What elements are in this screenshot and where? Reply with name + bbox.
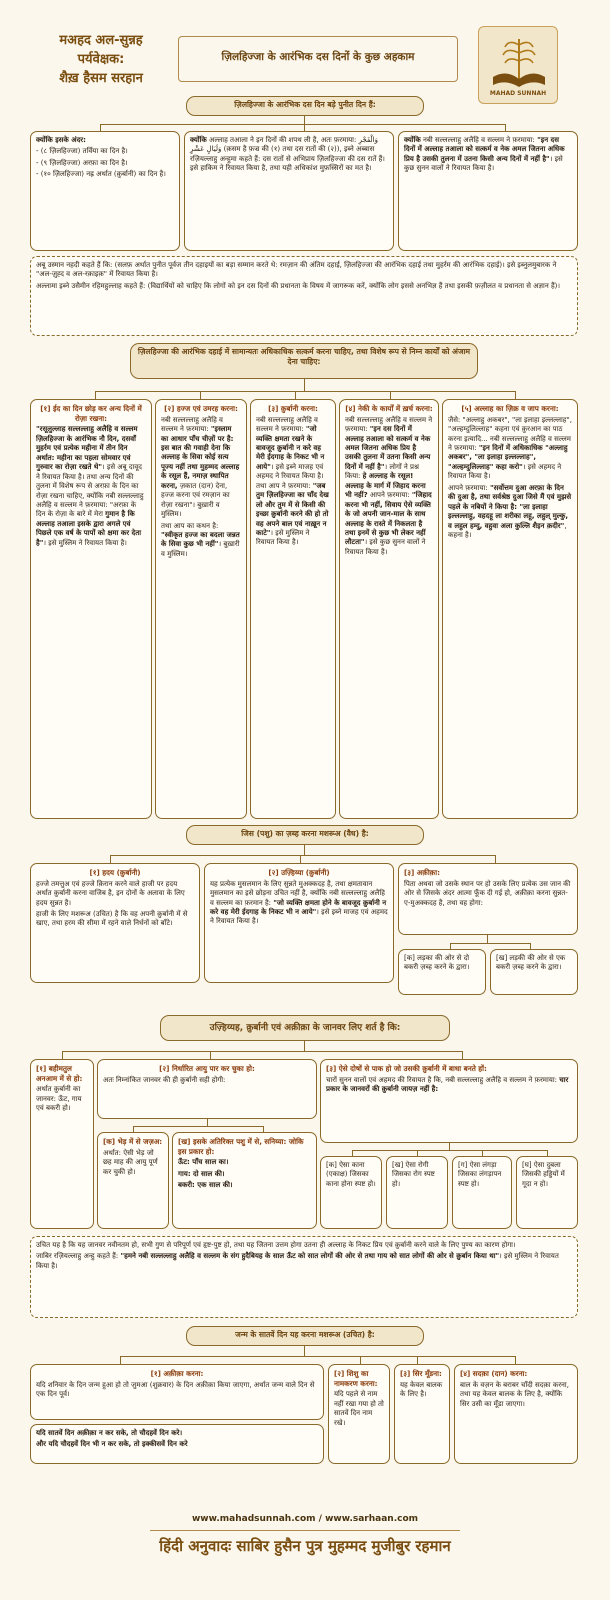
- s4-defect-emaciated: [516, 1156, 578, 1229]
- quote2-p2b: "हमने नबी सल्लल्लाहु अलैहि व सल्लम के संग हुदैबियह के साल ऊँट को सात लोगों की ओर से तथा गाय को सात लोगों की ओर से क़ुर्बान किया था": [120, 1252, 500, 1261]
- s5-c1-title: [१] अक़ीक़ा करना:: [150, 1369, 204, 1378]
- section5-heading: जन्म के सातवें दिन यह करना मशरूअ (उचित) है:: [186, 1326, 424, 1346]
- s2-card-fasting: [30, 399, 152, 819]
- s2-card-dhikr: [442, 399, 578, 819]
- s3-c3-title: [३] अक़ीक़ा:: [404, 868, 440, 877]
- s4-d3: [ग] ऐसा लंगड़ा जिसका लंगड़ापन स्पष्ट हो।: [458, 1161, 502, 1188]
- s2-c4-text2: । लोगों ने प्रश्न किया:: [345, 462, 419, 481]
- s1-card-reasons: [30, 131, 180, 251]
- s2-c3-text: नबी सल्लल्लाहु अलैहि व सल्लम ने फ़रमाया:: [256, 415, 318, 434]
- quote1-p2: अल्लामा इब्ने उसैमीन रहिमहुल्लाह कहते हैं: (विद्यार्थियों को चाहिए कि लोगों को इन दस दिनों की प्रधानता के विषय में जागरूक करें, क्योंकि लोग इससे अनभिज्ञ हैं तथा इसकी फ़ज़ीलत व प्रधानता से अज्ञान हैं)।: [36, 281, 561, 290]
- s2-c3-bold2: "जब तुम ज़िलहिज्जा का चाँद देख लो और तुम में से किसी की इच्छा क़ुर्बानी करने की हो तो वह अपने बाल एवं नाख़ून न काटे": [256, 481, 329, 537]
- s5-c1-b2: और यदि चौदहवें दिन भी न कर सके, तो इक्कीसवें दिन करे: [36, 1440, 188, 1449]
- book-logo-icon: [479, 27, 559, 97]
- quote2-p2a: जाबिर रज़ियल्लाहु अन्हु कहते हैं:: [36, 1252, 119, 1261]
- s5-card-charity: [454, 1364, 578, 1464]
- s1-card-hadith: [398, 131, 578, 251]
- s2-c5-text3: आपने फ़रमाया:: [448, 483, 488, 492]
- s4-card-other-animals: [172, 1132, 317, 1229]
- s5-card-aqiqa: [30, 1364, 324, 1420]
- s2-c5-text: जैसे: "अल्लाहु अकबर", "ला इलाहा इल्लल्लाह", "अल्हम्दुलिल्लाह" कहना एवं क़ुरआन का पाठ करना इत्यादि... नबी सल्लल्लाहु अलैहि व सल्लम ने फ़रमाया:: [448, 415, 572, 453]
- header-org-block: [36, 32, 166, 89]
- section4-heading: उज़्हिय्यह, क़ुर्बानी एवं अक़ीक़ा के जानवर लिए शर्त है कि:: [160, 1015, 450, 1041]
- s2-c4-bold2: हे अल्लाह के रसूल! अल्लाह के मार्ग में जिहाद करना भी नहीं?: [345, 472, 426, 500]
- s2-c4-text4: । इसे कुछ सुनन वालों ने रिवायत किया है।: [345, 538, 426, 556]
- s5-c2-text: यदि पहले से नाम नहीं रखा गया हो तो सातवें दिन नाम रखे।: [334, 1390, 384, 1427]
- s4-card-age: [97, 1059, 317, 1119]
- page-title: ज़िलहिज्जा के आरंभिक दस दिनों के कुछ अहकाम: [221, 51, 415, 63]
- s3-c2-title: [२] उज़्हिय्या (क़ुर्बानी): [268, 868, 330, 877]
- s2-c3-text3: । इसे मुस्लिम ने रिवायत किया है।: [256, 528, 310, 547]
- s4-c2b-goat: बकरी: एक साल की।: [178, 1181, 233, 1190]
- s5-c2-title: [२] शिशु का नामकरण करना:: [334, 1369, 378, 1388]
- s4-c2a-title: [क] भेड़ में से जज़अ:: [103, 1137, 163, 1146]
- s2-c2-title: [२] हज्ज एवं उमरह करना:: [164, 404, 238, 413]
- s3-c3-text: पिता अथवा जो उसके स्थान पर हो उसके लिए प्रत्येक उस जान की ओर से जिसके अंदर आत्मा फूँक दी गई हो, अक़ीक़ा करना सुन्नत-ए-मुअक्कदह है, तथा वह होगा:: [404, 879, 571, 907]
- s4-defect-one-eyed: [320, 1156, 382, 1229]
- s2-c1-bold2: गुमान है कि अल्लाह तआला इसके द्वारा अगले एवं पिछले एक वर्ष के पापों को क्षमा कर देता है": [36, 510, 142, 547]
- s2-c1-title: [१] ईद का दिन छोड़ कर अन्य दिनों में रोज़ा रखना:: [40, 404, 142, 423]
- s2-c4-bold: "इन दस दिनों में अल्लाह तआला को सत्कर्म व नेक अमल जितना अधिक प्रिय है उसकी तुलना में उतना किसी अन्य दिनों में नहीं है": [345, 425, 431, 471]
- s4-defect-sick: [386, 1156, 448, 1229]
- s2-c2-text: नबी सल्लल्लाहु अलैहि व सल्लम ने फ़रमाया:: [161, 415, 223, 434]
- list-item: - (८ ज़िलहिज्जा) तर्विया का दिन है।: [36, 147, 128, 156]
- s3-c2-text2: । इसे इब्ने माजह एवं अहमद ने रिवायत किया है।: [210, 908, 388, 926]
- s5-c3-text: यह केवल बालक के लिए है।: [400, 1380, 443, 1399]
- s4-c2-text: अतः निम्नांकित जानवर की ही क़ुर्बानी सही होगी:: [103, 1075, 226, 1084]
- footer-translator: हिंदी अनुवादः साबिर हुसैन पुत्र मुहम्मद मुजीबुर रहमान: [159, 1537, 451, 1555]
- s5-c3-title: [३] सिर मूँडना:: [400, 1369, 442, 1378]
- s4-c1-text: अर्थात क़ुर्बानी का जानवर: ऊँट, गाय एवं बकरी हो।: [36, 1085, 82, 1113]
- s3-c3b: [ख] लड़की की ओर से एक बकरी ज़ब्ह करने के द्वारा।: [496, 954, 566, 972]
- s2-card-charity: [339, 399, 439, 819]
- s2-c2-bold2: "स्वीकृत हज्ज का बदला जन्नत के सिवा कुछ भी नहीं": [161, 530, 240, 549]
- footer-divider: [150, 1530, 460, 1531]
- s2-c1-bold: "रसूलुल्लाह सल्लल्लाहु अलैहि व सल्लम ज़िलहिज्जा के आरंभिक नौ दिन, दसवाँ मुहर्रम एवं प्रत्येक महीना में तीन दिन अर्थात: महीना का पहला सोमवार एवं गुरुवार का रोज़ा रखते थे": [36, 425, 138, 472]
- s2-c5-title: [५] अल्लाह का ज़िक्र व जाप करना:: [461, 404, 559, 413]
- s1-c3-bold: "इन दस दिनों में अल्लाह तआला को सत्कर्म व नेक अमल जितना अधिक प्रिय है उसकी तुलना में उतना किसी अन्य दिनों में नहीं है": [404, 136, 565, 163]
- s1-c2-lead: क्योंकि: [190, 136, 207, 144]
- quote2-p2c: । इसे मुस्लिम ने रिवायत किया है।: [36, 1252, 559, 1270]
- reviewer-label: पर्यवेक्षक:: [77, 51, 125, 67]
- s2-c2-bold: "इस्लाम का आधार पाँच चीज़ों पर है: इस बात की गवाही देना कि अल्लाह के सिवा कोई सत्य पूज्य नहीं तथा मुहम्मद अल्लाह के रसूल हैं, नमाज़ स्थापित करना,: [161, 425, 240, 490]
- s2-c3-bold: "जो व्यक्ति क्षमता रखने के बावजूद क़ुर्बानी न करे वह मेरी ईदगाह के निकट भी न आये": [256, 425, 325, 471]
- s4-c3-text: चारों सुनन वालों एवं अहमद की रिवायत है कि, नबी सल्लल्लाहु अलैहि व सल्लम ने फ़रमाया:: [326, 1075, 558, 1084]
- quote2-p1: उचित यह है कि यह जानवर नवीनतम हो, सभी गुण से परिपूर्ण एवं हृष्ट-पुष्ट हो, तथा यह जितना उत्तम होगा उतना ही अल्लाह के निकट प्रिय एवं क़ुर्बानी करने वाले के लिए पुण्य का कारण होगा।: [36, 1241, 516, 1249]
- s2-card-sacrifice: [250, 399, 336, 819]
- s4-c3-title: [३] ऐसे दोषों से पाक हो जो उसकी क़ुर्बानी में बाधा बनते हों:: [326, 1064, 487, 1073]
- s3-c1-text: हज्जे तमत्तुअ एवं हज्जे क़िरान करने वाले हाजी पर हदय अर्थात क़ुर्बानी करना वाजिब है, इन दोनों के अलावा के लिए हदय सुन्नत है।: [36, 879, 185, 907]
- s2-c1-text2: । इसे मुस्लिम ने रिवायत किया है।: [43, 538, 127, 547]
- s2-c3-text2: । इसे इब्ने माजह एवं अहमद ने रिवायत किया है। तथा आप ने फ़रमाया:: [256, 462, 324, 490]
- quote-box-2: [30, 1236, 578, 1318]
- s3-card-hady: [30, 863, 200, 983]
- s4-c2a-text: अर्थात: ऐसी भेड़ जो छह माह की आयु पूर्ण कर चुकी हो।: [103, 1148, 158, 1176]
- s3-c1-title: [१] हदय (क़ुर्बानी): [89, 868, 141, 877]
- s4-c2b-cow: गाय: दो साल की।: [178, 1169, 225, 1178]
- s4-card-animal-type: [30, 1059, 94, 1229]
- s2-card-hajj: [155, 399, 247, 819]
- s3-c1-text2: हाजी के लिए मशरूअ (उचित) है कि वह अपनी क़ुर्बानी में से खाए, तथा हरम की सीमा में रहने वाले निर्धनों को बाँटे।: [36, 910, 188, 928]
- s3-aqiqa-girl: [490, 949, 578, 995]
- footer-site-links[interactable]: www.mahadsunnah.com / www.sarhaan.com: [191, 1514, 419, 1524]
- section2-heading: ज़िलहिज्जा की आरंभिक दहाई में सामान्यतः अधिकाधिक सत्कर्म करना चाहिए, तथा विशेष रूप से निम्न कार्यों को अंजाम देना चाहिए:: [130, 343, 478, 379]
- s4-d4: [घ] ऐसा दुबला जिसकी हड्डियों में गूदा न हो।: [522, 1161, 565, 1188]
- s2-c2-text4: । बुख़ारी व मुस्लिम।: [161, 540, 240, 558]
- s2-c2-text3: तथा आप का कथन है:: [161, 521, 219, 530]
- s4-d1: [क] ऐसा काना (एकाक्ष) जिसका काना होना स्पष्ट हो।: [326, 1161, 376, 1188]
- list-item: - (१० ज़िलहिज्जा) नह्र अर्थात (क़ुर्बानी) का दिन है।: [36, 170, 166, 179]
- list-item: - (९ ज़िलहिज्जा) अरफ़ा का दिन है।: [36, 158, 128, 167]
- section3-heading: जिस (पशु) का ज़ब्ह करना मशरूअ (वैध) है:: [186, 825, 424, 845]
- s1-c3-text: नबी सल्लल्लाहु अलैहि व सल्लम ने फ़रमाया:: [423, 136, 535, 144]
- s4-c2-title: [२] निर्धारित आयु पार कर चुका हो:: [159, 1064, 255, 1073]
- s5-c4-text: बाल के वज़न के बराबर चाँदी सदक़ा करना, तथा यह केवल बालक के लिए है, क्योंकि सिर उसी का मूँडा जाएगा।: [460, 1380, 569, 1408]
- s1-c3-lead: क्योंकि: [404, 136, 421, 144]
- s2-c1-text: । इसे अबू दावूद ने रिवायत किया है। तथा अन्य दिनों की तुलना में विशेष रूप से अरफ़ा के दिन का रोज़ा रखना चाहिए, क्योंकि नबी सल्लल्लाहु अलैहि व सल्लम ने फ़रमाया: "अरफ़ा के दिन के रोज़ा के बारे में मेरा: [36, 463, 144, 519]
- s4-c2b-camel: ऊँट: पाँच साल का।: [178, 1158, 229, 1167]
- s4-c2b-title: [ख] इसके अतिरिक्त पशु में से, सनिय्या: जोकि इस प्रकार हो:: [178, 1137, 304, 1156]
- s4-defect-lame: [452, 1156, 512, 1229]
- s3-aqiqa-boy: [398, 949, 486, 995]
- s5-card-aqiqa-later: [30, 1424, 324, 1464]
- s2-c4-text3: आपने फ़रमाया:: [369, 491, 410, 500]
- logo-text: MAHAD SUNNAH: [489, 90, 547, 97]
- s3-card-udhiyya: [204, 863, 394, 983]
- s2-c5-bold2: "सर्वोत्तम दुआ अरफ़ा के दिन की दुआ है, तथा सर्वश्रेष्ठ दुआ जिसे मैं एवं मुझसे पहले के नबियों ने किया है: "ला इलाहा इल्लल्लाहु, वहदहू ला शरीका लहू, लहुल् मुल्कु, व लहुल हम्दु, वहुवा अला कुल्लि शैइन क़दीर": [448, 483, 572, 530]
- s4-card-sheep: [97, 1132, 169, 1229]
- s3-c2-text: यह प्रत्येक मुसलमान के लिए सुन्नते मुअक्कदह है, तथा क्षमतावान मुसलमान का इसे छोड़ना उचित नहीं है, क्योंकि नबी सल्लल्लाहु अलैहि व सल्लम का फ़रमान है:: [210, 879, 385, 907]
- reviewer-name: शैख़ हैसम सरहान: [59, 70, 143, 86]
- s1-c3-text2: । इसे कुछ सुनन वालों ने रिवायत किया है।: [404, 154, 563, 173]
- s3-card-aqiqa: [398, 863, 578, 935]
- s4-c3-bold: चार प्रकार के जानवरों की क़ुर्बानी जायज़ नहीं है:: [326, 1075, 569, 1094]
- s2-c5-text4: , कहना है।: [448, 521, 567, 539]
- quote-box-1: [30, 256, 578, 336]
- s2-c5-bold: "इन दिनों में अधिकाधिक "अल्लाहु अकबर", "ला इलाहा इल्लल्लाह", "अल्हम्दुलिल्लाह" कहा करो": [448, 444, 568, 471]
- s5-c4-title: [४] सदक़ा (दान) करना:: [460, 1369, 528, 1378]
- s2-c2-text2: ज़कात (दान) देना, हज्ज करना एवं रमज़ान का रोज़ा रखना"। बुख़ारी व मुस्लिम।: [161, 481, 230, 519]
- s5-c1-text: यदि शनिवार के दिन जन्म हुआ हो तो जुमआ (शुक्रवार) के दिन अक़ीक़ा किया जाएगा, अर्थात जन्म वाले दिन से एक दिन पूर्व।: [36, 1380, 315, 1399]
- s3-c2-bold: "जो व्यक्ति क्षमता होने के बावजूद क़ुर्बानी न करे वह मेरी ईदगाह के निकट भी न आये": [210, 898, 387, 917]
- org-name: मअहद अल-सुन्नह: [59, 33, 143, 48]
- quote1-p1: अबू उस्मान नहदी कहते हैं कि: (सलफ़ अर्थात पुनीत पूर्वज तीन दहाइयों का बड़ा सम्मान करते थे: रमज़ान की अंतिम दहाई, ज़िलहिज्जा की आरंभिक दहाई तथा मुहर्रम की आरंभिक दहाई)। इसे इब्नुलमुबारक ने "अल-ज़ुह्द व अल-रक़ाइक़" में रिवायत किया है।: [36, 261, 557, 279]
- s2-c4-title: [४] नेकी के कार्यों में ख़र्च करना:: [345, 404, 433, 413]
- s2-c3-title: [३] क़ुर्बानी करना:: [268, 404, 318, 413]
- s4-c1-title: [१] बहीमतुल अनआम में से हो:: [36, 1064, 83, 1083]
- s1-c1-lead: क्योंकि इसके अंदर:: [36, 136, 86, 144]
- s5-card-shaving: [394, 1364, 450, 1464]
- s5-c1-b1: यदि सातवें दिन अक़ीक़ा न कर सके, तो चौदहवें दिन करे।: [36, 1429, 183, 1437]
- s3-c3a: [क] लड़का की ओर से दो बकरी ज़ब्ह करने के द्वारा।: [404, 954, 470, 972]
- s5-card-naming: [328, 1364, 390, 1464]
- s2-c4-text: नबी सल्लल्लाहु अलैहि व सल्लम ने फ़रमाया:: [345, 415, 433, 434]
- section1-heading: ज़िलहिज्जा के आरंभिक दस दिन बड़े पुनीत दिन हैं:: [186, 96, 424, 116]
- s2-c5-text2: । इसे अहमद ने रिवायत किया है।: [448, 462, 562, 481]
- s2-c4-bold3: "जिहाद करना भी नहीं, सिवाय ऐसे व्यक्ति के जो अपनी जान-माल के साथ अल्लाह के रास्ते में निकलता है तथा इनमें से कुछ भी लेकर नहीं लौटता": [345, 491, 432, 547]
- s4-card-defects: [320, 1059, 578, 1143]
- s1-c2-text: अल्लाह तआला ने इन दिनों की शपथ ली है, अतः फ़रमाया: وَالْفَجْرِ وَلَيَالٍ عَشْرٍ (क़सम है फ़ज्र की (१) तथा दस रातों की (२)), इब्ने अब्बास रज़ियल्लाहु अन्हुमा कहते हैं: दस रातों से अभिप्राय ज़िलहिज्जा की दस रातें हैं। इसे हाकिम ने रिवायत किया है, तथा यही अधिकांश मुफ़स्सिरों का मत है।: [190, 136, 385, 173]
- s1-card-oath: [184, 131, 394, 251]
- s4-d2: [ख] ऐसा रोगी जिसका रोग स्पष्ट हो।: [392, 1161, 435, 1188]
